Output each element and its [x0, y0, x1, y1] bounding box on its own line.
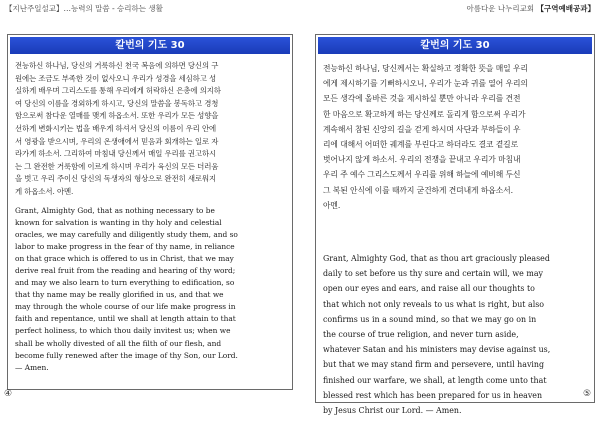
left-prayer-box — [7, 34, 293, 390]
right-prayer-title: 칼번의 기도 30 — [318, 37, 592, 54]
right-prayer-box — [315, 34, 595, 416]
right-korean-prayer: 전능하신 하나님, 당신께서는 확실하고 정확한 뜻을 매일 우리 에게 제시하기를 기뻐하시오니, 우리가 눈과 귀를 열어 우리의 모든 생각에 올바른 것을 제시하실 뿐만 아니라 우리를 견전 한 마음으로 확고하게 하는 당신께로 돌리게 함으로써 우리가 계속해서 참된 신앙의 길을 걷게 하시며 사단과 부하들이 우 리에 대해서 어떠한 궤계를 부린다고 하더라도 결코 곁길로 벗어나지 않게 하소서. 우리의 전쟁을 끝내고 우리가 마침내 우리 주 예수 그리스도께서 우리를 위해 하늘에 예비해 두신 그 복된 안식에 이를 때까지 굳건하게 견뎌내게 하옵소서. 아멘. — [323, 64, 528, 210]
right-page-number: ⑤ — [583, 389, 592, 399]
left-page-number: ④ — [4, 389, 13, 399]
right-page-header — [467, 3, 595, 14]
left-korean-prayer: 전능하신 하나님, 당신의 거룩하신 천국 복음에 의하면 당신의 구 원에는 조금도 부족한 것이 없사오니 우리가 성경을 세심하고 성 실하게 배우며 그리스도를 통해 우리에게 허락하신 은총에 의지하 여 당신의 이름을 경외하게 하시고, 당신의 말씀을 봉독하고 경청 함으로써 참다운 열매를 맺게 하옵소서. 또한 우리가 모든 성향을 선하게 변화시키는 법을 배우게 하셔서 당신의 이름이 우리 안에 서 영광을 받으시며, 우리의 온생애에서 믿음과 회개하는 일로 자 라가게 하소서. 그리하여 마침내 당신께서 매일 우리를 권고하시 는 그 완전한 거룩함에 이르게 하시며 우리가 육신의 모든 더러움 을 벗고 우리 주이신 당신의 독생자의 형상으로 완전히 새로워지 게 하옵소서. 아멘. — [15, 61, 221, 196]
right-header-section: 【구역예배공과】 — [536, 4, 595, 13]
left-page-header: 【지난주일설교】…능력의 말씀 - 승리하는 생활 — [5, 4, 163, 13]
left-english-prayer: Grant, Almighty God, that as nothing necessary to be known for salvation is wanting in thy holy and celestial oracles, we may carefully and diligently study them, and so labor to make progress in the fear of thy name, in reliance on that grace which is offered to us in Christ, that we may derive real fruit from the reading and hearing of thy word; and may we also learn to turn everything to edification, so that thy name may be really glorified in us, and that we may through the whole course of our life make progress in faith and repentance, until we shall at length attain to that perfect holiness, to which thou daily invitest us; when we shall be wholly divested of all the filth of our flesh, and become fully renewed after the image of thy Son, our Lord. — Amen. — [15, 205, 238, 372]
right-header-church: 아름다운 나누리교회 — [466, 4, 537, 13]
left-prayer-title: 칼번의 기도 30 — [10, 37, 290, 54]
right-english-prayer: Grant, Almighty God, that as thou art graciously pleased daily to set before us thy sure and certain will, we may open our eyes and ears, and raise all our thoughts to that which not only reveals to us what is right, but also confirms us in a sound mind, so that we may go on in the course of true religion, and never turn aside, whatever Satan and his ministers may devise against us, but that we may stand firm and persevere, until having finished our warfare, we shall, at length come unto that blessed rest which has been prepared for us in heaven by Jesus Christ our Lord. — Amen. — [323, 254, 551, 416]
